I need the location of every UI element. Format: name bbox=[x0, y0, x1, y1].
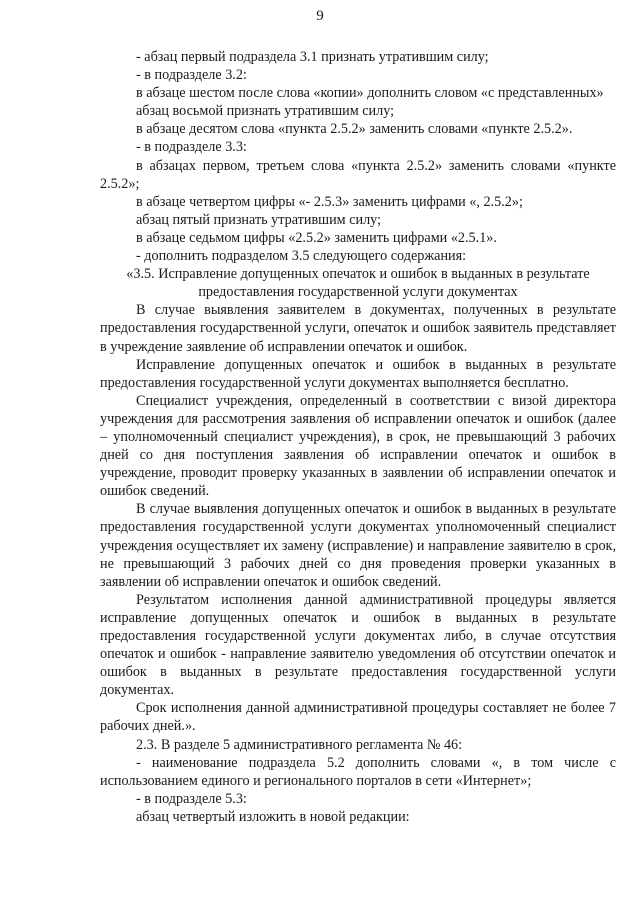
section-heading: «3.5. Исправление допущенных опечаток и ошибок в выданных в результате предоставления государственной услуги документах bbox=[126, 266, 590, 301]
paragraph: - дополнить подразделом 3.5 следующего содержания: bbox=[136, 248, 467, 265]
document-body bbox=[100, 48, 616, 826]
paragraph: - наименование подраздела 5.2 дополнить словами «, в том числе с использованием единого и регионального порталов в сети «Интернет»; bbox=[100, 754, 616, 789]
paragraph: абзац четвертый изложить в новой редакции: bbox=[136, 808, 410, 825]
paragraph: 2.3. В разделе 5 административного регламента № 46: bbox=[136, 736, 463, 753]
paragraph: в абзаце десятом слова «пункта 2.5.2» заменить словами «пункте 2.5.2». bbox=[136, 121, 573, 138]
paragraph: В случае выявления заявителем в документах, полученных в результате предоставления государственной услуги, опечаток и ошибок заявитель представляет в учреждение заявление об исправлении опечаток и ошибок. bbox=[100, 302, 616, 355]
paragraph: - абзац первый подраздела 3.1 признать утратившим силу; bbox=[136, 49, 489, 65]
paragraph: в абзаце шестом после слова «копии» дополнить словом «с представленных» bbox=[136, 85, 604, 102]
paragraph: Исправление допущенных опечаток и ошибок в выданных в результате предоставления государственной услуги документах выполняется бесплатно. bbox=[100, 356, 616, 391]
paragraph: в абзаце седьмом цифры «2.5.2» заменить цифрами «2.5.1». bbox=[136, 229, 497, 246]
paragraph: в абзацах первом, третьем слова «пункта 2.5.2» заменить словами «пункте 2.5.2»; bbox=[100, 157, 616, 192]
page-number: 9 bbox=[316, 8, 324, 24]
paragraph: Результатом исполнения данной административной процедуры является исправление допущенных опечаток и ошибок в выданных в результате предоставления государственной услуги документах либо, в случае отсутствия опечаток и ошибок - направление заявителю уведомления об отсутствии опечаток и ошибок в выданных в результате предоставления государственной услуги документах. bbox=[100, 591, 616, 699]
paragraph: - в подразделе 5.3: bbox=[136, 790, 247, 807]
paragraph: Срок исполнения данной административной процедуры составляет не более 7 рабочих дней.». bbox=[100, 700, 616, 735]
paragraph: - в подразделе 3.2: bbox=[136, 67, 247, 84]
paragraph: - в подразделе 3.3: bbox=[136, 139, 247, 156]
paragraph: в абзаце четвертом цифры «- 2.5.3» заменить цифрами «, 2.5.2»; bbox=[136, 193, 523, 210]
paragraph: В случае выявления допущенных опечаток и ошибок в выданных в результате предоставления государственной услуги документах уполномоченный специалист учреждения осуществляет их замену (исправление) и направление заявителю в срок, не превышающий 3 рабочих дней со дня проведения проверки указанных в заявлении об исправлении опечаток и ошибок сведений. bbox=[100, 501, 616, 590]
paragraph: абзац восьмой признать утратившим силу; bbox=[136, 103, 395, 120]
paragraph: Специалист учреждения, определенный в соответствии с визой директора учреждения для рассмотрения заявления об исправлении опечаток и ошибок (далее – уполномоченный специалист учреждения), в срок, не превышающий 3 рабочих дней со дня поступления заявления об исправлении опечаток и ошибок в учреждение, проводит проверку указанных в заявлении об исправлении опечаток и ошибок сведений. bbox=[100, 392, 616, 500]
paragraph: абзац пятый признать утратившим силу; bbox=[136, 211, 382, 228]
